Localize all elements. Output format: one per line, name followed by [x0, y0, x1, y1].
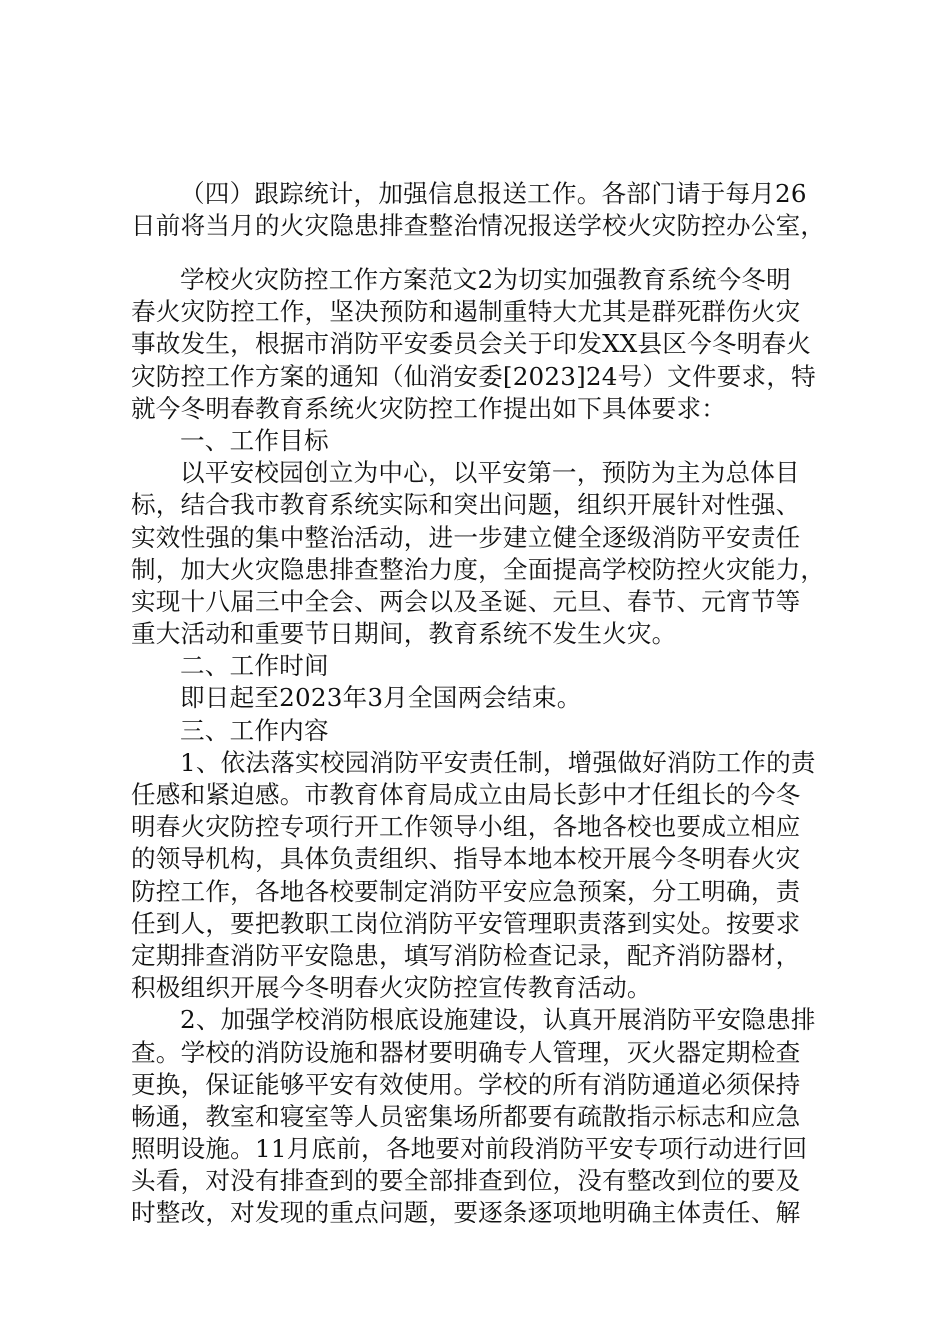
goal-line: 实效性强的集中整治活动，进一步建立健全逐级消防平安责任 [131, 522, 801, 552]
content-item-1-line: 积极组织开展今冬明春火灾防控宣传教育活动。 [131, 973, 652, 1003]
main-section [131, 264, 831, 1230]
content-item-1-line: 明春火灾防控专项行开工作领导小组，各地各校也要成立相应 [131, 812, 801, 842]
content-item-1-line: 任感和紧迫感。市教育体育局成立由局长彭中才任组长的今冬 [131, 780, 801, 809]
time-line: 即日起至2023年3月全国两会结束。 [180, 683, 582, 713]
intro-line: 春火灾防控工作，坚决预防和遏制重特大尤其是群死群伤火灾 [131, 297, 801, 327]
content-item-1-line: 定期排查消防平安隐患，填写消防检查记录，配齐消防器材， [131, 940, 801, 970]
goal-line: 实现十八届三中全会、两会以及圣诞、元旦、春节、元宵节等 [131, 586, 801, 616]
content-item-1-line: 1、依法落实校园消防平安责任制，增强做好消防工作的责 [180, 747, 816, 777]
content-item-2-line: 更换，保证能够平安有效使用。学校的所有消防通道必须保持 [131, 1069, 801, 1099]
content-item-2-line: 时整改，对发现的重点问题，要逐条逐项地明确主体责任、解 [131, 1198, 801, 1228]
heading-work-goal: 一、工作目标 [180, 425, 329, 455]
intro-line: 就今冬明春教育系统火灾防控工作提出如下具体要求： [131, 393, 727, 423]
content-item-1-line: 任到人，要把教职工岗位消防平安管理职责落到实处。按要求 [131, 908, 801, 938]
content-item-2-line: 照明设施。11月底前，各地要对前段消防平安专项行动进行回 [131, 1134, 808, 1164]
heading-work-content: 三、工作内容 [180, 715, 329, 745]
intro-line: 学校火灾防控工作方案范文2为切实加强教育系统今冬明 [180, 265, 791, 294]
heading-work-time: 二、工作时间 [180, 651, 329, 681]
content-item-2-line: 头看，对没有排查到的要全部排查到位，没有整改到位的要及 [131, 1166, 801, 1196]
text-line: （四）跟踪统计，加强信息报送工作。各部门请于每月26 [180, 179, 807, 208]
goal-line: 重大活动和重要节日期间，教育系统不发生火灾。 [131, 619, 677, 649]
content-item-1-line: 防控工作，各地各校要制定消防平安应急预案，分工明确，责 [131, 876, 801, 906]
goal-line: 标，结合我市教育系统实际和突出问题，组织开展针对性强、 [131, 490, 801, 520]
intro-line: 灾防控工作方案的通知（仙消安委[2023]24号）文件要求，特 [131, 361, 816, 391]
goal-line: 以平安校园创立为中心，以平安第一，预防为主为总体目 [180, 458, 800, 488]
content-item-1-line: 的领导机构，具体负责组织、指导本地本校开展今冬明春火灾 [131, 844, 801, 874]
content-item-2-line: 查。学校的消防设施和器材要明确专人管理，灭火器定期检查 [131, 1037, 801, 1067]
intro-line: 事故发生，根据市消防平安委员会关于印发XX县区今冬明春火 [131, 329, 812, 359]
goal-line: 制，加大火灾隐患排查整治力度，全面提高学校防控火灾能力， [131, 554, 826, 584]
text-line: 日前将当月的火灾隐患排查整治情况报送学校火灾防控办公室， [131, 211, 826, 241]
content-item-2-line: 畅通，教室和寝室等人员密集场所都要有疏散指示标志和应急 [131, 1101, 801, 1131]
content-item-2-line: 2、加强学校消防根底设施建设，认真开展消防平安隐患排 [180, 1005, 816, 1035]
section-four-paragraph [131, 178, 831, 242]
